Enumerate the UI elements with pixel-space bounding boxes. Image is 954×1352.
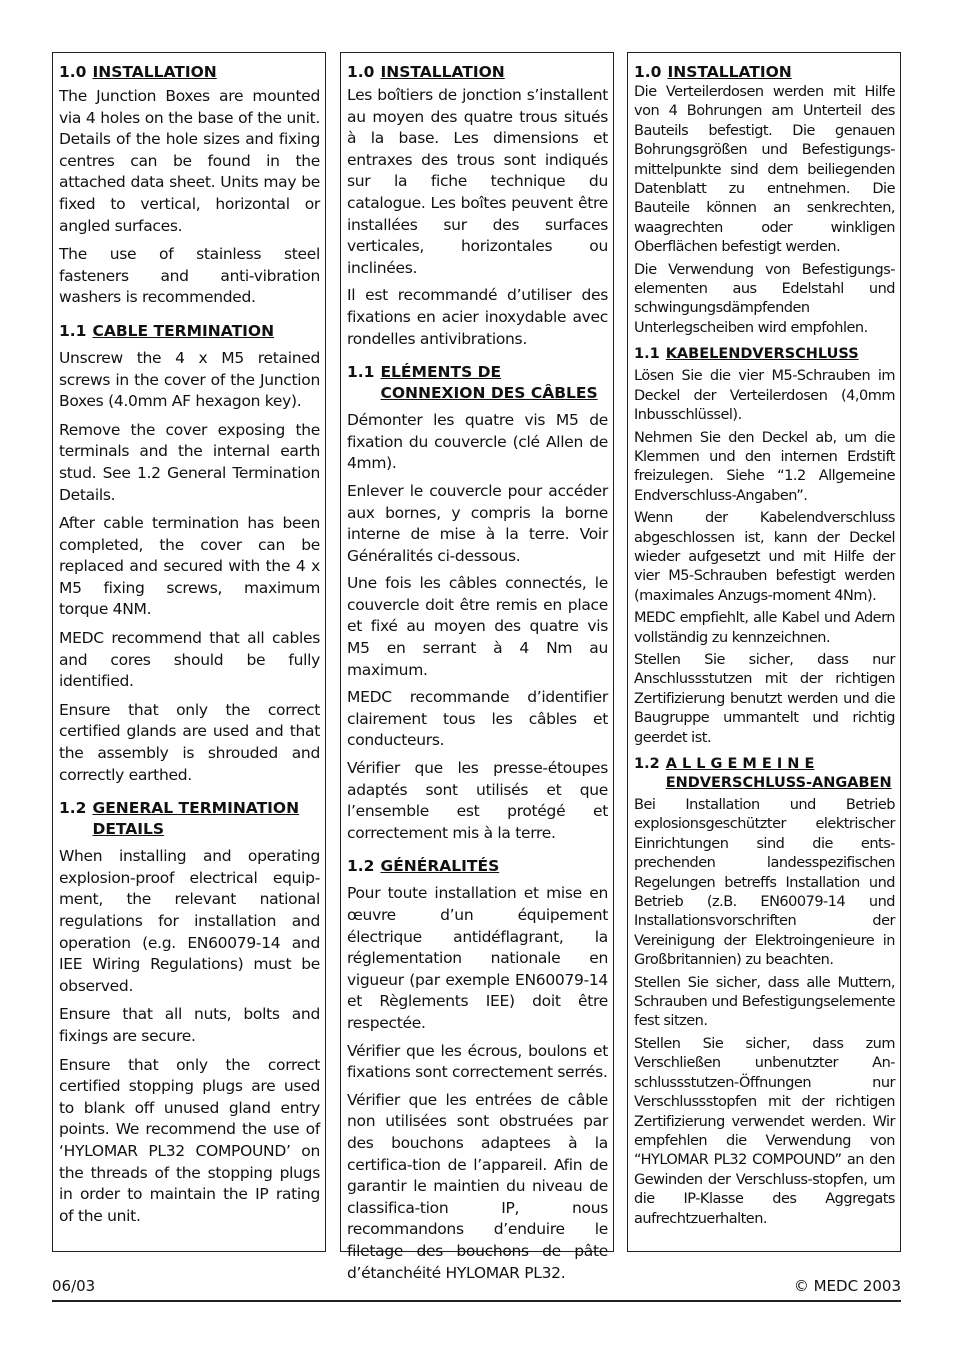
- paragraph: Pour toute installation et mise en œuvre d’un équipement électrique antidéflagrant, la réglementation nationale en vigueur (par exemple EN60079-14 et Règlements IEE) doit être respectée.: [347, 884, 608, 1032]
- paragraph: Ensure that only the correct certified glands are used and that the assembly is shrouded and correctly earthed.: [59, 700, 320, 784]
- paragraph: Ensure that only the correct certified stopping plugs are used to blank off unused gland entry points. We recommend the use of ‘HYLOMAR PL32 COMPOUND’ on the threads of the stopping plugs in order to maintain the IP rating of the unit.: [59, 1055, 320, 1225]
- heading-installation: [634, 62, 895, 83]
- paragraph: Wenn der Kabelendverschluss abgeschlossen ist, kann der Deckel wieder aufgesetzt und mit Hilfe der vier M5-Schrauben befestigt werden (maximales Anzugs-moment 4Nm).: [634, 510, 895, 604]
- german-column: [627, 52, 901, 1252]
- heading-allgemeine-angaben: [634, 755, 895, 793]
- heading-number: 1.1: [634, 346, 660, 363]
- heading-installation: [59, 62, 320, 83]
- paragraph: MEDC empfiehlt, alle Kabel und Adern vollständig zu kennzeichnen.: [634, 610, 895, 646]
- paragraph: Unscrew the 4 x M5 retained screws in the cover of the Junction Boxes (4.0mm AF hexagon key).: [59, 348, 320, 411]
- paragraph: Die Verteilerdosen werden mit Hilfe von 4 Bohrungen am Unterteil des Bauteils befestigt. Die genauen Bohrungsgrößen und Befestigungs-mittelpunkte sind dem beiliegenden Datenblatt zu entnehmen. Die Bauteile können an senkrechten, waagrechten oder winkligen Oberflächen befestigt werden.: [634, 84, 895, 256]
- paragraph: Vérifier que les entrées de câble non utilisées sont obstruées par des bouchons adaptees à la certifica-tion de l’appareil. Afin de garantir le maintien du niveau de classifica-tion IP, nous recommandons d’enduire le filetage des bouchons de pâte d’étanchéité HYLOMAR PL32.: [347, 1090, 608, 1282]
- heading-title: INSTALLATION: [667, 63, 792, 81]
- paragraph: Il est recommandé d’utiliser des fixations en acier inoxydable avec rondelles antivibrations.: [347, 286, 608, 348]
- heading-number: 1.0: [59, 63, 87, 81]
- paragraph: Enlever le couvercle pour accéder aux bornes, y compris la borne interne de mise à la terre. Voir Généralités ci-dessous.: [347, 481, 608, 565]
- paragraph: The Junction Boxes are mounted via 4 holes on the base of the unit. Details of the hole sizes and fixing centres can be found in the attached data sheet. Units may be fixed to vertical, horizontal or angled surfaces.: [59, 87, 320, 235]
- paragraph: Stellen Sie sicher, dass alle Muttern, Schrauben und Befestigungselemente fest sitzen.: [634, 974, 895, 1030]
- paragraph: Lösen Sie die vier M5-Schrauben im Deckel der Verteilerdosen (4,0mm Inbusschlüssel).: [634, 368, 895, 424]
- heading-title: INSTALLATION: [92, 63, 217, 81]
- paragraph: Vérifier que les presse-étoupes adaptés sont utilisés et que l’ensemble est protégé et correctement mis à la terre.: [347, 759, 608, 842]
- paragraph: Die Verwendung von Befestigungs-elementen aus Edelstahl und schwingungsdämpfenden Unterlegscheiben wird empfohlen.: [634, 261, 895, 336]
- heading-title: GÉNÉRALITÉS: [380, 857, 500, 876]
- english-column: [52, 52, 326, 1252]
- paragraph: Démonter les quatre vis M5 de fixation du couvercle (clé Allen de 4mm).: [347, 411, 608, 473]
- heading-number: 1.2: [347, 857, 375, 876]
- heading-title: GENERAL TERMINATION DETAILS: [92, 799, 300, 839]
- paragraph: Les boîtiers de jonction s’installent au moyen des quatre trous situés à la base. Les dimensions et entraxes des trous sont indiqués sur la fiche technique du catalogue. Les boîtes peuvent être installées sur des surfaces verticales, horizontales ou inclinées.: [347, 86, 608, 277]
- heading-number: 1.1: [59, 321, 87, 340]
- heading-number: 1.1: [347, 363, 375, 382]
- heading-cable-termination: [59, 321, 320, 342]
- heading-installation: [347, 62, 608, 83]
- footer-divider: [52, 1300, 901, 1302]
- heading-general-termination: [59, 798, 320, 840]
- footer-copyright: © MEDC 2003: [793, 1277, 901, 1295]
- heading-generalites: [347, 856, 608, 877]
- heading-kabelendverschluss: [634, 345, 895, 364]
- heading-number: 1.2: [59, 799, 87, 818]
- heading-title: KABELENDVERSCHLUSS: [665, 346, 859, 363]
- paragraph: Stellen Sie sicher, dass zum Verschließen unbenutzter An-schlussstutzen-Öffnungen nur Verschlussstopfen mit der richtigen Zertifizierung verwendet werden. Wir empfehlen die Verwendung von “HYLOMAR PL32 COMPOUND” an den Gewinden der Verschluss-stopfen, um die IP-Klasse des Aggregats aufrechtzuerhalten.: [634, 1035, 895, 1227]
- heading-title: ELÉMENTS DE CONNEXION DES CÂBLES: [380, 363, 598, 403]
- paragraph: Vérifier que les écrous, boulons et fixations sont correctement serrés.: [347, 1041, 608, 1082]
- heading-number: 1.2: [634, 756, 660, 772]
- heading-number: 1.0: [347, 63, 375, 81]
- heading-number: 1.0: [634, 63, 662, 81]
- heading-title: CABLE TERMINATION: [92, 321, 275, 340]
- paragraph: After cable termination has been completed, the cover can be replaced and secured with the 4 x M5 fixing screws, maximum torque 4NM.: [59, 514, 320, 619]
- heading-title: INSTALLATION: [380, 63, 505, 81]
- paragraph: Nehmen Sie den Deckel ab, um die Klemmen und den internen Erdstift freizulegen. Siehe “1.2 Allgemeine Endverschluss-Angaben”.: [634, 429, 895, 504]
- paragraph: When installing and operating explosion-proof electrical equip-ment, the relevant national regulations for installation and operation (e.g. EN60079-14 and IEE Wiring Regulations) must be observed.: [59, 847, 320, 995]
- paragraph: MEDC recommend that all cables and cores should be fully identified.: [59, 629, 320, 691]
- heading-cable-connection: [347, 362, 608, 404]
- paragraph: MEDC recommande d’identifier clairement tous les câbles et conducteurs.: [347, 688, 608, 750]
- paragraph: Bei Installation und Betrieb explosionsgeschützter elektrischer Einrichtungen sind die ents-prechenden landesspezifischen Regelungen betreffs Installation und Betrieb (z.B. EN60079-14 und Installationsvorschriften der Vereinigung der Elektroingenieure in Großbritannien) zu beachten.: [634, 797, 895, 969]
- paragraph: Une fois les câbles connectés, le couvercle doit être remis en place et fixé au moyen des quatre vis M5 en serrant à 4 Nm au maximum.: [347, 574, 608, 679]
- french-column: [340, 52, 614, 1282]
- paragraph: The use of stainless steel fasteners and anti-vibration washers is recommended.: [59, 245, 320, 307]
- footer-date: 06/03: [52, 1277, 96, 1295]
- paragraph: Stellen Sie sicher, dass nur Anschlussstutzen mit der richtigen Zertifizierung benutzt werden und die Baugruppe ummantelt und richtig geerdet ist.: [634, 651, 895, 746]
- paragraph: Remove the cover exposing the terminals and the internal earth stud. See 1.2 General Termination Details.: [59, 420, 320, 504]
- paragraph: Ensure that all nuts, bolts and fixings are secure.: [59, 1005, 320, 1045]
- heading-title: A L L G E M E I N E ENDVERSCHLUSS-ANGABEN: [665, 756, 892, 791]
